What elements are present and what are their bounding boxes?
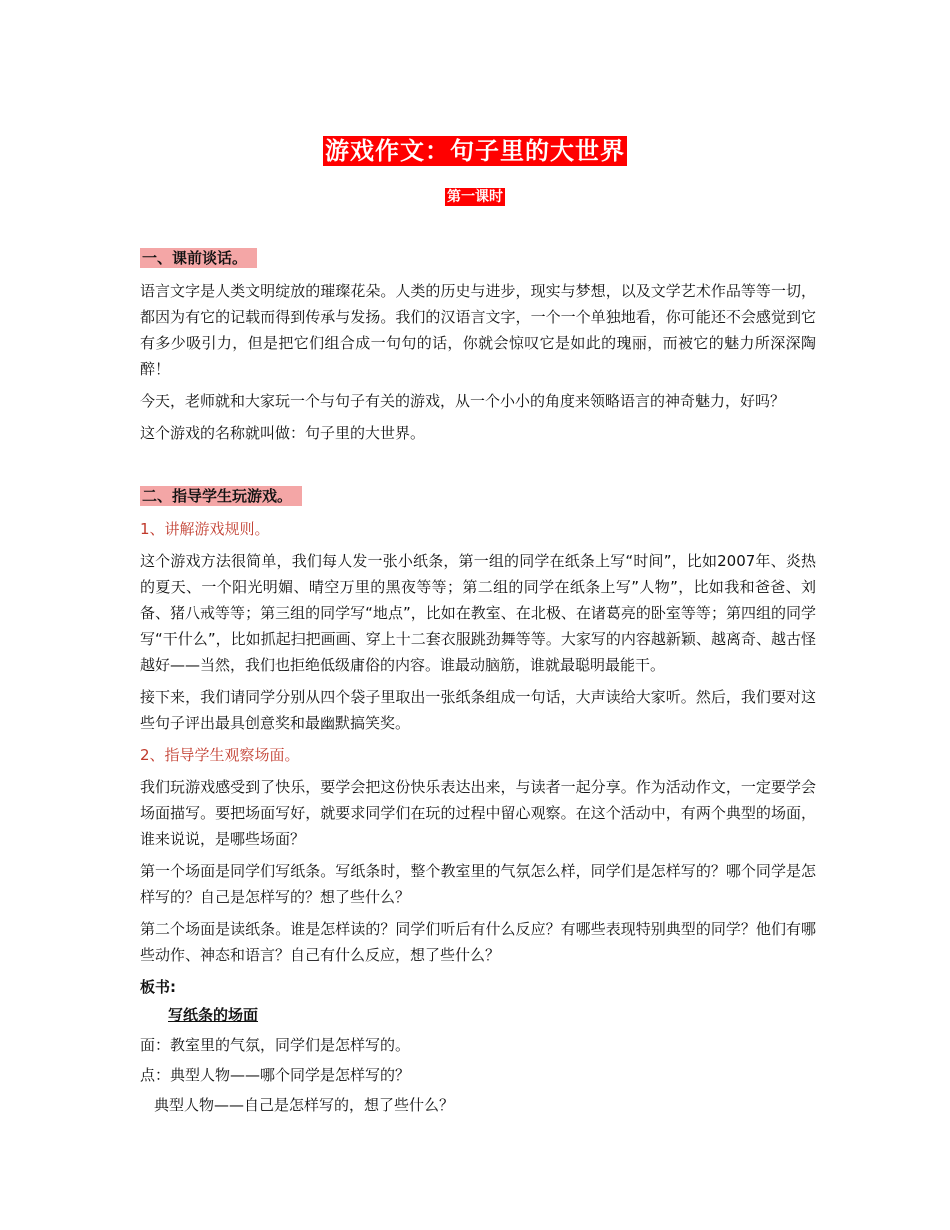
section-1-paragraph: 语言文字是人类文明绽放的璀璨花朵。人类的历史与进步，现实与梦想，以及文学艺术作品等等一切，都因为有它的记载而得到传承与发扬。我们的汉语言文字，一个一个单独地看，你可能还不会感觉到它有多少吸引力，但是把它们组合成一句句的话，你就会惊叹它是如此的瑰丽，而被它的魅力所深深陶醉！ (140, 282, 816, 378)
board-title: 写纸条的场面 (168, 1006, 259, 1024)
section-2-heading: 二、指导学生玩游戏。 (140, 486, 302, 506)
section-1-heading: 一、课前谈话。 (140, 248, 257, 268)
subsection-1-paragraph: 这个游戏方法很简单，我们每人发一张小纸条，第一组的同学在纸条上写“时间”，比如2007年、炎热的夏天、一个阳光明媚、晴空万里的黑夜等等；第二组的同学在纸条上写”人物”，比如我和爸爸、刘备、猪八戒等等；第三组的同学写“地点”，比如在教室、在北极、在诸葛亮的卧室等等；第四组的同学写“干什么”，比如抓起扫把画画、穿上十二套衣服跳劲舞等等。大家写的内容越新颖、越离奇、越古怪越好——当然，我们也拒绝低级庸俗的内容。谁最动脑筋，谁就最聪明最能干。 (140, 552, 816, 674)
section-2 (140, 486, 816, 968)
subsection-1-heading: 1、讲解游戏规则。 (140, 520, 270, 538)
section-1-paragraph: 这个游戏的名称就叫做：句子里的大世界。 (140, 424, 426, 442)
title-container (0, 136, 950, 166)
subsection-2-paragraph: 我们玩游戏感受到了快乐，要学会把这份快乐表达出来，与读者一起分享。作为活动作文，一定要学会场面描写。要把场面写好，就要求同学们在玩的过程中留心观察。在这个活动中，有两个典型的场面，谁来说说，是哪些场面？ (140, 778, 816, 848)
section-1-paragraph: 今天，老师就和大家玩一个与句子有关的游戏，从一个小小的角度来领略语言的神奇魅力，好吗？ (140, 392, 786, 410)
section-1 (140, 248, 816, 446)
board-label: 板书: (140, 978, 176, 996)
blackboard-notes (140, 974, 816, 1118)
board-line: 典型人物——自己是怎样写的，想了些什么？ (154, 1096, 455, 1114)
subsection-2-paragraph: 第二个场面是读纸条。谁是怎样读的？同学们听后有什么反应？有哪些表现特别典型的同学？他们有哪些动作、神态和语言？自己有什么反应，想了些什么？ (140, 920, 816, 964)
document-subtitle: 第一课时 (447, 189, 503, 205)
document-title: 游戏作文：句子里的大世界 (325, 137, 625, 165)
subtitle-container (0, 186, 950, 206)
board-line: 面：教室里的气氛，同学们是怎样写的。 (140, 1036, 411, 1054)
subsection-2-paragraph: 第一个场面是同学们写纸条。写纸条时，整个教室里的气氛怎么样，同学们是怎样写的？哪个同学是怎样写的？自己是怎样写的？想了些什么？ (140, 862, 816, 906)
document-body (140, 248, 816, 1122)
subsection-1-paragraph: 接下来，我们请同学分别从四个袋子里取出一张纸条组成一句话，大声读给大家听。然后，我们要对这些句子评出最具创意奖和最幽默搞笑奖。 (140, 688, 816, 732)
subsection-2-heading: 2、指导学生观察场面。 (140, 746, 300, 764)
board-line: 点：典型人物——哪个同学是怎样写的？ (140, 1066, 411, 1084)
